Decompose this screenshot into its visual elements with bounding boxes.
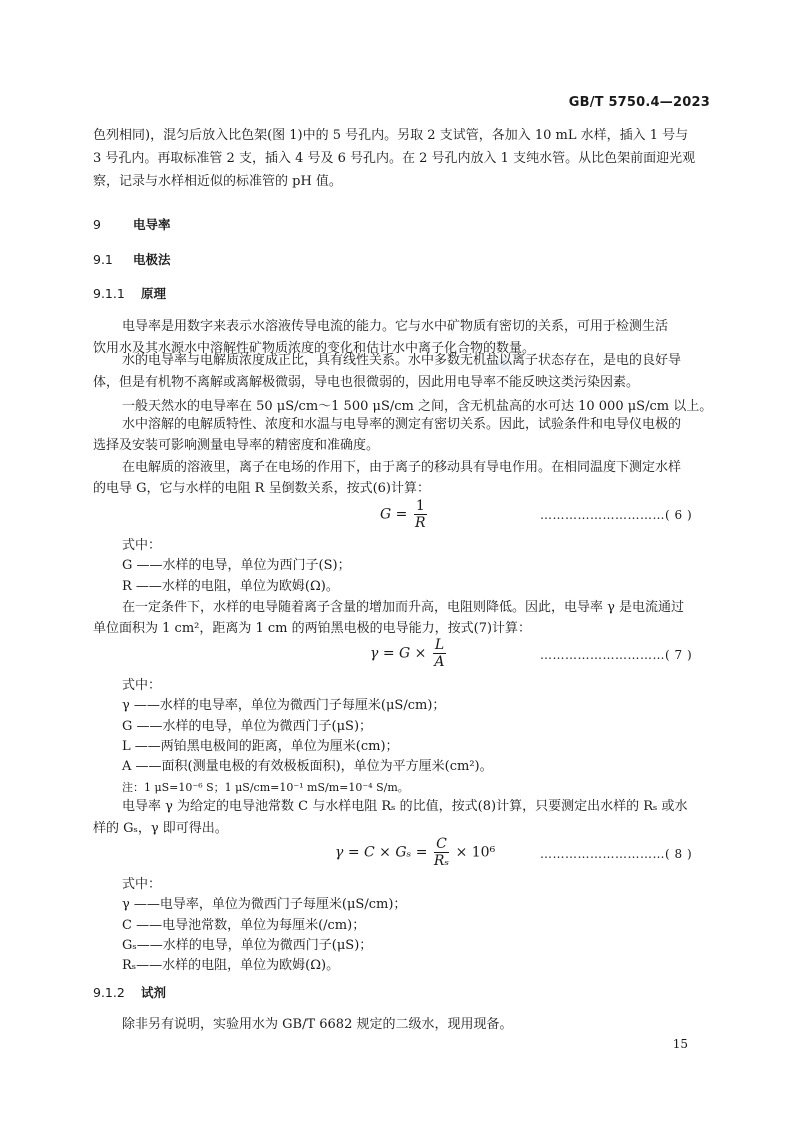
paragraph-line: 一般天然水的电导率在 50 μS/cm～1 500 μS/cm 之间，含无机盐高的水可达 10 000 μS/cm 以上。	[122, 399, 713, 414]
section-title: 试剂	[141, 985, 167, 1000]
denominator: R	[415, 515, 426, 531]
definition-line: C ——电导池常数，单位为每厘米(/cm)；	[122, 918, 366, 933]
paragraph-line: 在电解质的溶液里，离子在电场的作用下，由于离子的移动具有导电作用。在相同温度下测定水样	[122, 460, 682, 475]
text-line: 3 号孔内。再取标准管 2 支，插入 4 号及 6 号孔内。在 2 号孔内放入 1 支纯水管。从比色架前面迎光观	[93, 151, 696, 166]
numerator: L	[434, 637, 445, 653]
paragraph-line: 在一定条件下，水样的电导随着离子含量的增加而升高，电阻则降低。因此，电导率 γ 是电流通过	[122, 600, 685, 615]
section-number: 9	[93, 217, 101, 232]
section-number: 9.1.1	[93, 286, 125, 301]
equation-number: …………………………( 8 )	[540, 847, 693, 861]
section-heading-9-1	[93, 251, 171, 269]
section-heading-9-1-1	[93, 285, 166, 303]
definition-line: Gₛ——水样的电导，单位为微西门子(μS)；	[122, 938, 373, 953]
text-line: 察，记录与水样相近似的标准管的 pH 值。	[93, 174, 342, 189]
paragraph-line: 电导率 γ 为给定的电导池常数 C 与水样电阻 Rₛ 的比值，按式(8)计算，只要测定出水样的 Rₛ 或水	[122, 799, 688, 814]
formula-tail: × 10⁶	[451, 844, 496, 861]
paragraph-line: 水的电导率与电解质浓度成正比，具有线性关系。水中多数无机盐以离子状态存在，是电的良好导	[122, 353, 682, 368]
section-heading-9-1-2	[93, 984, 166, 1002]
numerator: C	[434, 836, 449, 853]
formula-lhs: γ = G ×	[370, 645, 431, 662]
definition-line: G ——水样的电导，单位为微西门子(μS)；	[122, 719, 373, 734]
numerator: 1	[415, 498, 425, 514]
where-label: 式中：	[122, 678, 162, 693]
formula-lhs: G =	[380, 506, 412, 523]
definition-line: A ——面积(测量电极的有效极板面积)，单位为平方厘米(cm²)。	[122, 759, 493, 774]
section-number: 9.1	[93, 252, 113, 267]
paragraph-line: 饮用水及其水源水中溶解性矿物质浓度的变化和估计水中离子化合物的数量。	[93, 341, 536, 356]
fraction	[433, 637, 446, 670]
where-label: 式中：	[122, 877, 162, 892]
standard-number: GB/T 5750.4—2023	[568, 95, 710, 110]
where-label: 式中：	[122, 538, 162, 553]
formula-lhs: γ = C × Gₛ =	[335, 844, 432, 861]
text-line: 色列相同)，混匀后放入比色架(图 1)中的 5 号孔内。另取 2 支试管，各加入 10 mL 水样，插入 1 号与	[93, 128, 689, 143]
paragraph-line: 水中溶解的电解质特性、浓度和水温与电导率的测定有密切关系。因此，试验条件和电导仪电极的	[122, 417, 682, 432]
formula-6	[380, 498, 429, 531]
paragraph-line: 除非另有说明，实验用水为 GB/T 6682 规定的二级水，现用现备。	[122, 1017, 513, 1032]
note-line: 注：1 μS=10⁻⁶ S；1 μS/cm=10⁻¹ mS/m=10⁻⁴ S/m。	[122, 781, 409, 794]
section-title: 电极法	[133, 252, 171, 267]
section-title: 电导率	[133, 217, 171, 232]
section-title: 原理	[141, 286, 167, 301]
definition-line: L ——两铂黑电极间的距离，单位为厘米(cm)；	[122, 739, 399, 754]
section-number: 9.1.2	[93, 985, 125, 1000]
definition-line: γ ——电导率，单位为微西门子每厘米(μS/cm)；	[122, 897, 407, 912]
fraction	[414, 498, 427, 531]
paragraph-line: 的电导 G，它与水样的电阻 R 呈倒数关系，按式(6)计算：	[93, 481, 430, 496]
equation-number: …………………………( 6 )	[540, 508, 693, 522]
paragraph-line: 电导率是用数字来表示水溶液传导电流的能力。它与水中矿物质有密切的关系，可用于检测生活	[122, 319, 669, 334]
formula-8	[335, 836, 495, 869]
paragraph-line: 体，但是有机物不离解或离解极微弱，导电也很微弱的，因此用电导率不能反映这类污染因素。	[93, 375, 640, 390]
definition-line: γ ——水样的电导率，单位为微西门子每厘米(μS/cm)；	[122, 698, 446, 713]
paragraph-line: 选择及安装可影响测量电导率的精密度和准确度。	[93, 438, 380, 453]
definition-line: G ——水样的电导，单位为西门子(S)；	[122, 558, 351, 573]
formula-7	[370, 637, 448, 670]
fraction	[434, 836, 449, 869]
definition-line: R ——水样的电阻，单位为欧姆(Ω)。	[122, 579, 339, 594]
denominator: Rₛ	[433, 853, 450, 869]
equation-number: …………………………( 7 )	[540, 648, 693, 662]
definition-line: Rₛ——水样的电阻，单位为欧姆(Ω)。	[122, 958, 340, 973]
denominator: A	[434, 654, 445, 670]
section-heading-9	[93, 216, 171, 234]
page-number: 15	[672, 1037, 688, 1051]
paragraph-line: 单位面积为 1 cm²，距离为 1 cm 的两铂黑电极的电导能力，按式(7)计算：	[93, 621, 532, 636]
paragraph-line: 样的 Gₛ，γ 即可得出。	[93, 821, 228, 836]
